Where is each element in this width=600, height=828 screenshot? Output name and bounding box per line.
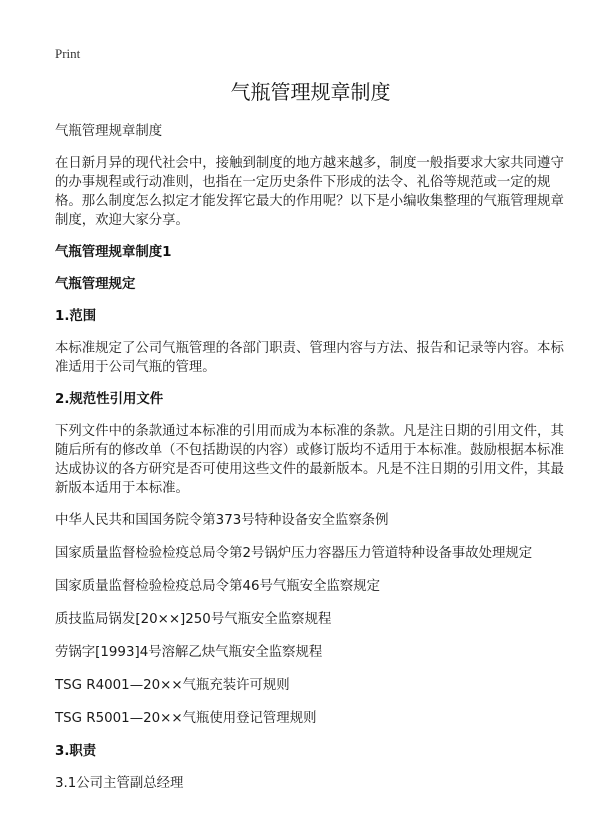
references-paragraph: 下列文件中的条款通过本标准的引用而成为本标准的条款。凡是注日期的引用文件，其随后所有的修改单（不包括勘误的内容）或修订版均不适用于本标准。鼓励根据本标准达成协议的各方研究是否可使用这些文件的最新版本。凡是不注日期的引用文件，其最新版本适用于本标准。: [55, 424, 564, 496]
scope-paragraph: 本标准规定了公司气瓶管理的各部门职责、管理内容与方法、报告和记录等内容。本标准适用于公司气瓶的管理。: [55, 341, 564, 375]
page-title: 气瓶管理规章制度: [230, 80, 391, 104]
section-heading: 气瓶管理规章制度1: [55, 245, 172, 260]
reference-item: 劳锅字[1993]4号溶解乙炔气瓶安全监察规程: [55, 645, 323, 660]
scope-heading: 1.范围: [55, 309, 97, 324]
print-label[interactable]: Print: [55, 46, 81, 61]
duties-item: 3.1公司主管副总经理: [55, 776, 184, 791]
reference-item: TSG R4001—20××气瓶充装许可规则: [55, 678, 290, 693]
intro-subtitle: 气瓶管理规章制度: [55, 124, 163, 139]
reference-item: TSG R5001—20××气瓶使用登记管理规则: [55, 711, 317, 726]
reference-item: 质技监局锅发[20××]250号气瓶安全监察规程: [55, 612, 332, 627]
references-heading: 2.规范性引用文件: [55, 392, 164, 407]
reference-list: [55, 511, 566, 728]
duties-heading: 3.职责: [55, 744, 97, 759]
reference-item: 国家质量监督检验检疫总局令第46号气瓶安全监察规定: [55, 579, 381, 594]
section-subheading: 气瓶管理规定: [55, 277, 136, 292]
reference-item: 国家质量监督检验检疫总局令第2号锅炉压力容器压力管道特种设备事故处理规定: [55, 546, 533, 561]
reference-item: 中华人民共和国国务院令第373号特种设备安全监察条例: [55, 513, 389, 528]
intro-paragraph: 在日新月异的现代社会中，接触到制度的地方越来越多，制度一般指要求大家共同遵守的办事规程或行动准则，也指在一定历史条件下形成的法令、礼俗等规范或一定的规格。那么制度怎么拟定才能发挥它最大的作用呢？以下是小编收集整理的气瓶管理规章制度，欢迎大家分享。: [55, 156, 564, 228]
